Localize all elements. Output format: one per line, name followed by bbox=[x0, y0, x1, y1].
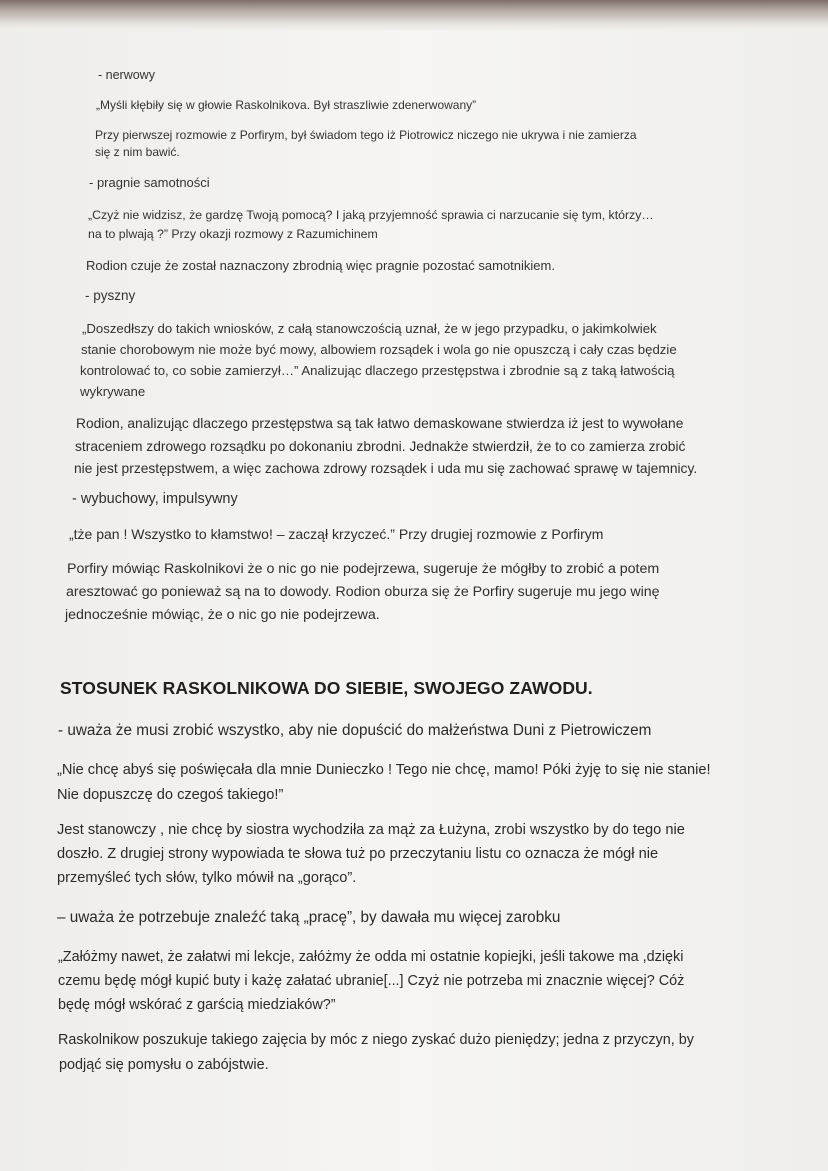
quote-line: „Załóżmy nawet, że załatwi mi lekcje, załóżmy że odda mi ostatnie kopiejki, jeśli takowe ma ,dzięki bbox=[58, 949, 684, 965]
quote-line: kontrolować to, co sobie zamierzył…” Analizując dlaczego przestępstwa i zbrodnie są z taką łatwością bbox=[80, 363, 675, 378]
quote-line: czemu będę mógł kupić buty i każę załatać ubranie[...] Czyż nie potrzeba mi znacznie więcej? Cóż bbox=[58, 973, 685, 989]
trait-wybuchowy: - wybuchowy, impulsywny bbox=[72, 491, 238, 507]
photo-top-edge-shadow bbox=[0, 0, 828, 30]
quote-line: „Nie chcę abyś się poświęcała dla mnie Dunieczko ! Tego nie chcę, mamo! Póki żyję to się nie stanie! bbox=[57, 762, 711, 778]
section-heading: STOSUNEK RASKOLNIKOWA DO SIEBIE, SWOJEGO ZAWODU. bbox=[60, 678, 593, 698]
body-line: nie jest przestępstwem, a więc zachowa zdrowy rozsądek i uda mu się zachować sprawę w tajemnicy. bbox=[74, 461, 698, 476]
body-line: podjąć się pomysłu o zabójstwie. bbox=[59, 1057, 269, 1073]
quote-line: „Myśli kłębiły się w głowie Raskolnikova. Był straszliwie zdenerwowany” bbox=[96, 98, 477, 112]
body-line: Raskolnikow poszukuje takiego zajęcia by móc z niego zyskać dużo pieniędzy; jedna z przyczyn, by bbox=[58, 1032, 694, 1048]
quote-line: na to plwają ?” Przy okazji rozmowy z Razumichinem bbox=[88, 227, 378, 241]
quote-line: stanie chorobowym nie może być mowy, albowiem rozsądek i wola go nie opuszczą i cały czas będzie bbox=[81, 342, 677, 357]
body-line: się z nim bawić. bbox=[95, 145, 180, 159]
point-line: - uważa że musi zrobić wszystko, aby nie dopuścić do małżeństwa Duni z Pietrowiczem bbox=[58, 722, 652, 739]
body-line: doszło. Z drugiej strony wypowiada te słowa tuż po przeczytaniu listu co oznacza że mógł nie bbox=[57, 846, 659, 862]
body-line: jednocześnie mówiąc, że o nic go nie podejrzewa. bbox=[65, 607, 380, 623]
body-line: straceniem zdrowego rozsądku po dokonaniu zbrodni. Jednakże stwierdził, że to co zamierza zrobić bbox=[75, 439, 686, 454]
body-line: Rodion czuje że został naznaczony zbrodnią więc pragnie pozostać samotnikiem. bbox=[86, 258, 555, 273]
quote-line: Nie dopuszczę do czegoś takiego!” bbox=[57, 787, 284, 803]
body-line: Porfiry mówiąc Raskolnikovi że o nic go nie podejrzewa, sugeruje że mógłby to zrobić a potem bbox=[67, 561, 660, 577]
body-line: Jest stanowczy , nie chcę by siostra wychodziła za mąż za Łużyna, zrobi wszystko by do tego nie bbox=[57, 822, 685, 838]
quote-line: „Doszedłszy do takich wniosków, z całą stanowczością uznał, że w jego przypadku, o jakimkolwiek bbox=[82, 321, 657, 336]
document-page bbox=[0, 30, 828, 1171]
body-line: aresztować go ponieważ są na to dowody. Rodion oburza się że Porfiry sugeruje mu jego winę bbox=[66, 584, 660, 600]
quote-line: będę mógł wskórać z garścią miedziaków?” bbox=[58, 997, 336, 1013]
quote-line: „tże pan ! Wszystko to kłamstwo! – zaczął krzyczeć.” Przy drugiej rozmowie z Porfirym bbox=[69, 526, 604, 542]
body-line: Przy pierwszej rozmowie z Porfirym, był świadom tego iż Piotrowicz niczego nie ukrywa i nie zamierza bbox=[95, 128, 637, 142]
trait-pragnie-samotnosci: - pragnie samotności bbox=[89, 175, 210, 190]
quote-line: wykrywane bbox=[80, 384, 146, 399]
body-line: Rodion, analizując dlaczego przestępstwa są tak łatwo demaskowane stwierdza iż jest to wywołane bbox=[76, 416, 684, 431]
trait-pyszny: - pyszny bbox=[85, 288, 136, 303]
point-line: – uważa że potrzebuje znaleźć taką „pracę”, by dawała mu więcej zarobku bbox=[57, 909, 561, 926]
quote-line: „Czyż nie widzisz, że gardzę Twoją pomocą? I jaką przyjemność sprawia ci narzucanie się tym, którzy… bbox=[88, 208, 654, 222]
trait-nerwowy: - nerwowy bbox=[98, 68, 155, 82]
body-line: przemyśleć tych słów, tylko mówił na „gorąco”. bbox=[57, 870, 357, 886]
